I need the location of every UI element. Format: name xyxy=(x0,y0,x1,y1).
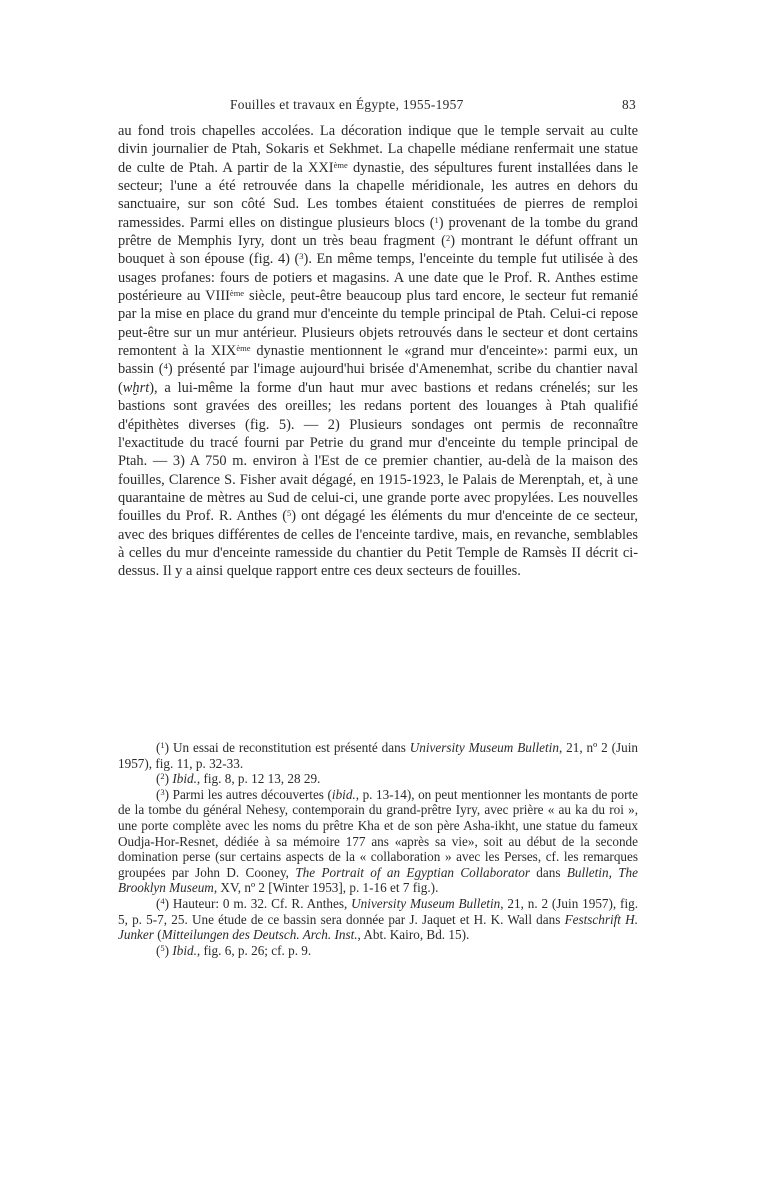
footnote-ref: 2 xyxy=(445,233,451,244)
transliteration: wḫrt xyxy=(122,379,150,396)
footnote-5: ($^5$) Ibid., fig. 6, p. 26; cf. p. 9. xyxy=(156,942,312,958)
footnotes xyxy=(118,740,638,958)
superscript: ème xyxy=(236,343,251,354)
footnote-ref: 3 xyxy=(299,251,304,262)
footnote-3: ($^3$) Parmi les autres découvertes (ibid., p. 13-14), on peut mentionner les montants de porte de la tombe du général Nehesy, contemporain du grand-prêtre Iyry, avec prière « au ka du roi », une porte complète avec les noms du prêtre Kha et de son père Asha-ikht, une statue du fameux Oudja-Hor-Resnet, dédiée à sa mémoire 177 ans «après sa vie», soit au début de la seconde domination perse (sur certains aspects de la « collaboration » avec les Perses, cf. les remarques groupées par John D. Cooney, The Portrait of an Egyptian Collaborator dans Bulletin, The Brooklyn Museum, XV, nº 2 [Winter 1953], p. 1-16 et 7 fig.). xyxy=(118,786,638,896)
footnote-ref: 1 xyxy=(434,214,439,225)
footnote-2: ($^2$) Ibid., fig. 8, p. 12 13, 28 29. xyxy=(156,771,321,787)
footnote-ref: 5 xyxy=(287,508,292,519)
body-paragraph xyxy=(118,122,638,581)
footnote-1: ($^1$) Un essai de reconstitution est présenté dans University Museum Bulletin, 21, nº 2 (Juin 1957), fig. 11, p. 32-33. xyxy=(118,740,639,771)
page-number: 83 xyxy=(622,97,636,112)
footnote-4: ($^4$) Hauteur: 0 m. 32. Cf. R. Anthes, University Museum Bulletin, 21, n. 2 (Juin 1957), fig. 5, p. 5-7, 25. Une étude de ce bassin sera donnée par J. Jaquet et H. K. Wall dans Festschrift H. Junker (Mitteilungen des Deutsch. Arch. Inst., Abt. Kairo, Bd. 15). xyxy=(118,895,638,943)
running-head xyxy=(118,97,638,115)
body-text: au fond trois chapelles accolées. La décoration indique que le temple servait au culte divin journalier de Ptah, Sokaris et Sekhmet. La chapelle médiane renfermait une statue de culte de Ptah. A partir de la XXIème dynastie, des sépultures furent installées dans le secteur; l'une a été retrouvée dans la chapelle méridionale, les autres en dehors du sanctuaire, sur son côté Sud. Les tombes étaient constituées de pierres de remploi ramessides. Parmi elles on distingue plusieurs blocs ($^1$) provenant de la tombe du grand prêtre de Memphis Iyry, dont un très beau fragment ($^2$) montrant le défunt offrant un bouquet à son épouse (fig. 4) ($^3$). En même temps, l'enceinte du temple fut utilisée à des usages profanes: fours de potiers et magasins. A une date que le Prof. R. Anthes estime postérieure au VIIIème siècle, peut-être beaucoup plus tard encore, le secteur fut remanié par la mise en place du grand mur d'enceinte du temple principal de Ptah. Celui-ci repose peut-être sur un mur antérieur. Plusieurs objets retrouvés dans le secteur et dont certains remontent à la XIXème dynastie mentionnent le «grand mur d'enceinte»: parmi eux, un bassin ($^4$) présenté par l'image aujourd'hui brisée d'Amenemhat, scribe du chantier naval (wḫrt), a lui-même la forme d'un haut mur avec bastions et redans crénelés; sur les bastions sont gravées des oreilles; les redans portent des louanges à Ptah qualifié d'épithètes diverses (fig. 5). — 2) Plusieurs sondages ont permis de reconnaître l'exactitude du tracé fourni par Petrie du grand mur d'enceinte du temple principal de Ptah. — 3) A 750 m. environ à l'Est de ce premier chantier, au-delà de la maison des fouilles, Clarence S. Fisher avait dégagé, en 1915-1923, le Palais de Merenptah, et, à une quarantaine de mètres au Sud de celui-ci, une grande porte avec propylées. Les nouvelles fouilles du Prof. R. Anthes ($^5$) ont dégagé les éléments du mur d'enceinte de ce secteur, avec des briques différentes de celles de l'enceinte tardive, mais, en revanche, semblables à celles du mur d'enceinte ramesside du chantier du Petit Temple de Ramsès II décrit ci-dessus. Il y a ainsi quelque rapport entre ces deux secteurs de fouilles. xyxy=(118,123,639,580)
running-title: Fouilles et travaux en Égypte, 1955-1957 xyxy=(230,97,464,112)
page xyxy=(118,0,638,1184)
superscript: ème xyxy=(333,159,348,170)
superscript: ème xyxy=(229,288,245,299)
footnote-ref: 4 xyxy=(163,361,168,372)
